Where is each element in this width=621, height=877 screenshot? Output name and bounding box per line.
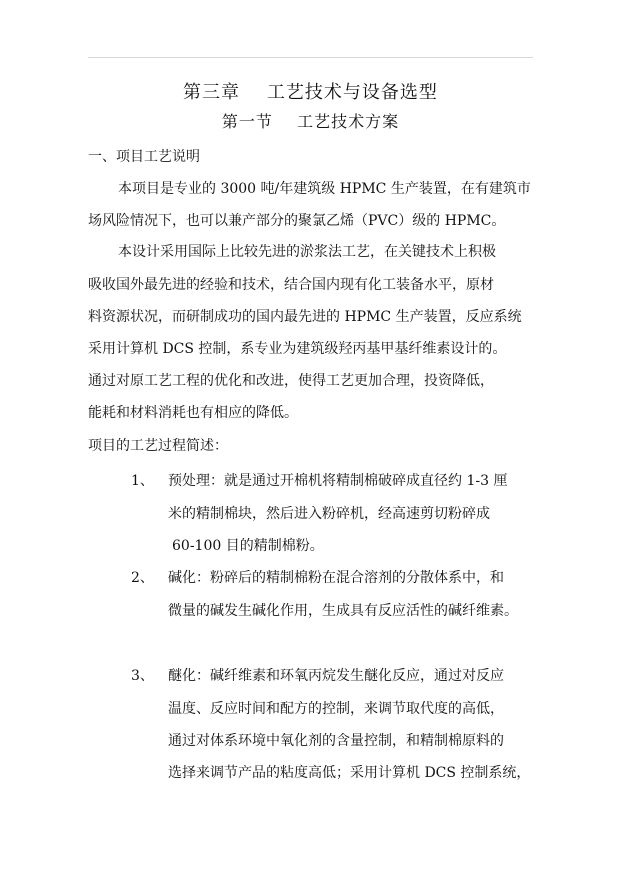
- step-number: 2、: [131, 570, 154, 586]
- step-line: 碱化：粉碎后的精制棉粉在混合溶剂的分散体系中，和: [168, 570, 504, 586]
- section-title: 第一节 工艺技术方案: [221, 112, 400, 131]
- paragraph-2-line: 能耗和材料消耗也有相应的降低。: [88, 405, 298, 421]
- paragraph-2-line: 吸收国外最先进的经验和技术，结合国内现有化工装备水平，原材: [88, 277, 494, 293]
- step-line: 预处理：就是通过开棉机将精制棉破碎成直径约 1-3 厘: [168, 473, 508, 489]
- heading-project-process: 一、项目工艺说明: [88, 149, 200, 165]
- paragraph-2-line: 本设计采用国际上比较先进的淤浆法工艺，在关键技术上积极: [118, 244, 496, 260]
- step-line: 醚化：碱纤维素和环氧丙烷发生醚化反应，通过对反应: [168, 668, 504, 684]
- step-line: 米的精制棉块，然后进入粉碎机，经高速剪切粉碎成: [168, 506, 490, 522]
- step-line: 微量的碱发生碱化作用，生成具有反应活性的碱纤维素。: [168, 603, 518, 619]
- step-number: 1、: [131, 473, 154, 489]
- paragraph-1-line: 场风险情况下，也可以兼产部分的聚氯乙烯（PVC）级的 HPMC。: [88, 213, 506, 229]
- chapter-title: 第三章 工艺技术与设备选型: [183, 82, 438, 103]
- page-top-rule: [88, 57, 533, 58]
- step-number: 3、: [131, 668, 154, 684]
- step-line: 60-100 目的精制棉粉。: [172, 538, 324, 554]
- step-line: 通过对体系环境中氧化剂的含量控制，和精制棉原料的: [168, 733, 504, 749]
- step-line: 选择来调节产品的粘度高低；采用计算机 DCS 控制系统，: [168, 765, 531, 781]
- paragraph-2-line: 采用计算机 DCS 控制，系专业为建筑级羟丙基甲基纤维素设计的。: [88, 341, 507, 357]
- process-intro: 项目的工艺过程简述：: [88, 438, 228, 454]
- paragraph-2-line: 通过对原工艺工程的优化和改进，使得工艺更加合理，投资降低，: [88, 373, 494, 389]
- paragraph-1-line: 本项目是专业的 3000 吨/年建筑级 HPMC 生产装置，在有建筑市: [118, 181, 531, 197]
- paragraph-2-line: 料资源状况，而研制成功的国内最先进的 HPMC 生产装置，反应系统: [88, 309, 522, 325]
- step-line: 温度、反应时间和配方的控制，来调节取代度的高低，: [168, 701, 504, 717]
